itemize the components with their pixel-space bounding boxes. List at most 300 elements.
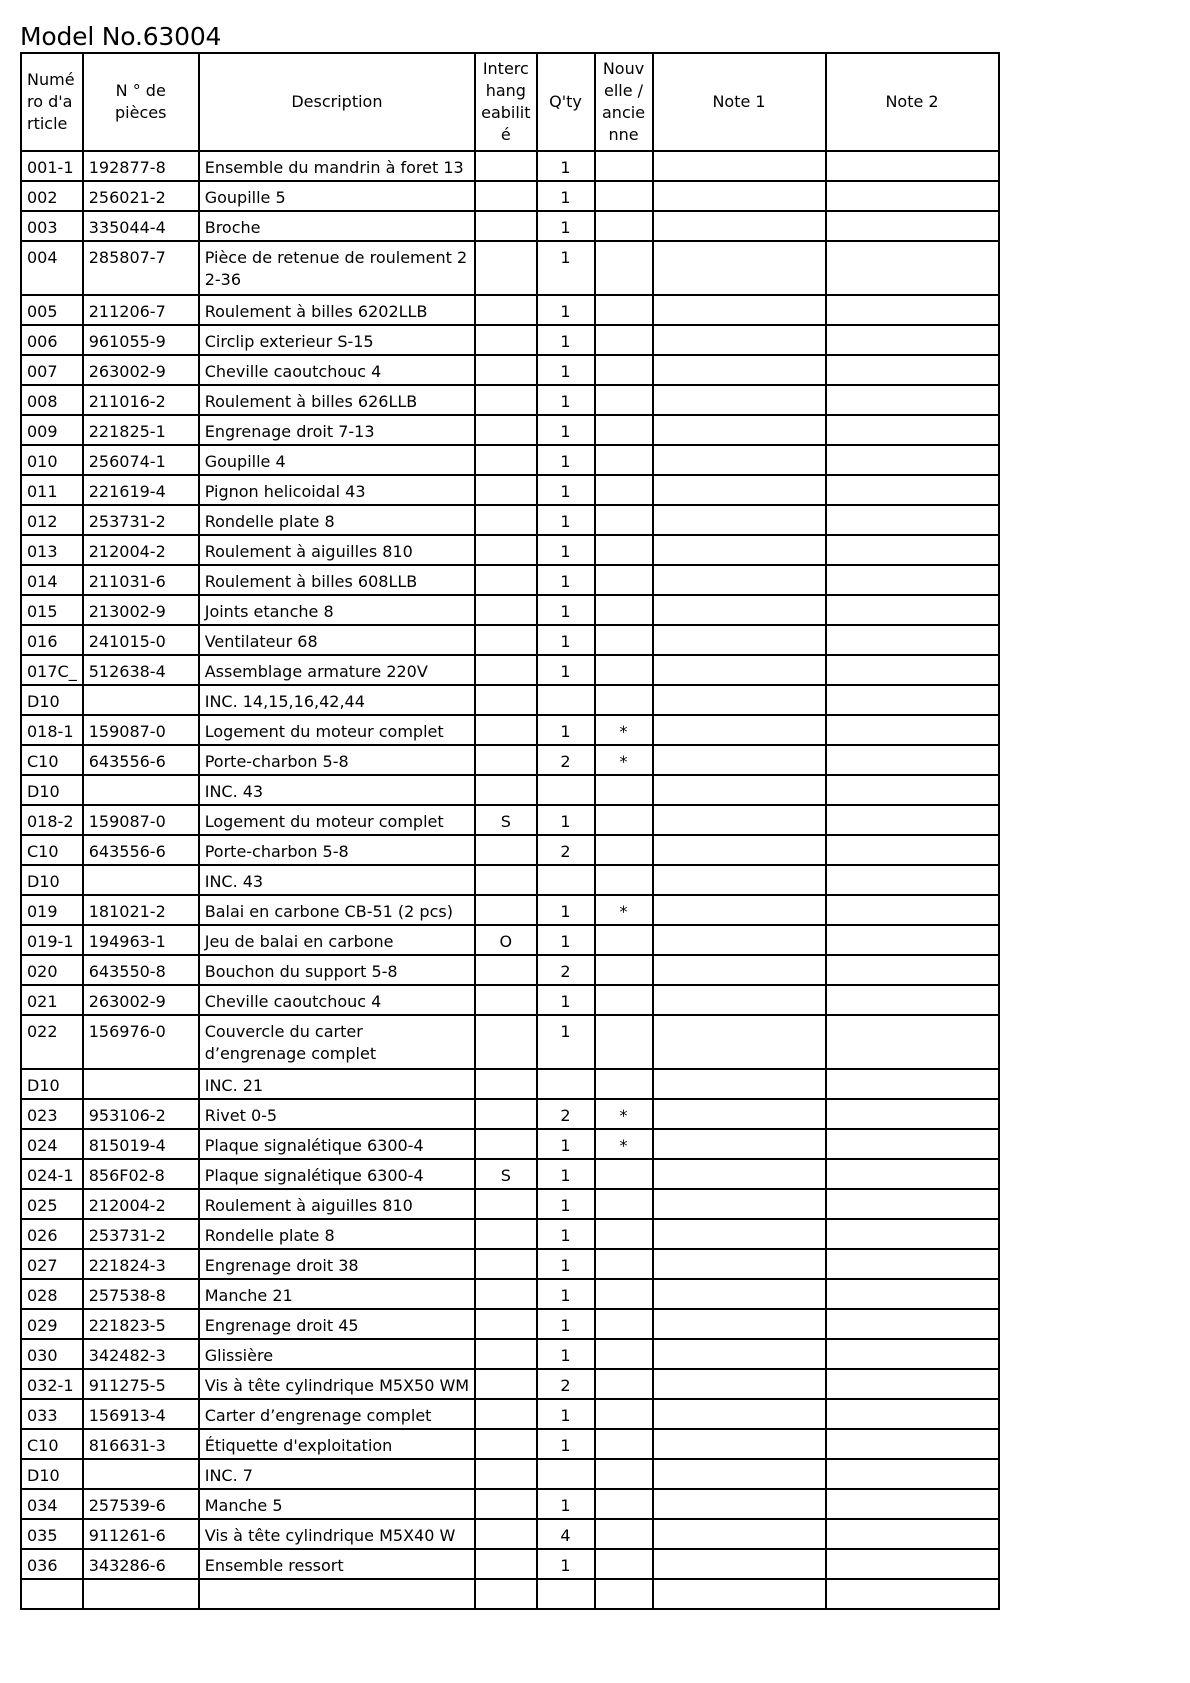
- new-old-cell: [595, 1579, 653, 1609]
- qty-cell: 1: [537, 355, 595, 385]
- note-1-cell: [653, 1549, 826, 1579]
- note-2-cell: [826, 1189, 999, 1219]
- part-number-cell: 221824-3: [83, 1249, 199, 1279]
- part-number-cell: 961055-9: [83, 325, 199, 355]
- qty-cell: 1: [537, 655, 595, 685]
- description-cell: Ensemble du mandrin à foret 13: [199, 151, 475, 181]
- part-number-cell: [83, 865, 199, 895]
- qty-cell: 4: [537, 1519, 595, 1549]
- new-old-cell: [595, 1189, 653, 1219]
- part-number-cell: 343286-6: [83, 1549, 199, 1579]
- qty-cell: 1: [537, 325, 595, 355]
- note-2-cell: [826, 1099, 999, 1129]
- new-old-cell: [595, 415, 653, 445]
- new-old-cell: *: [595, 715, 653, 745]
- note-2-cell: [826, 1069, 999, 1099]
- item-number-cell: 024: [21, 1129, 83, 1159]
- part-number-cell: 263002-9: [83, 985, 199, 1015]
- item-number-cell: D10: [21, 1459, 83, 1489]
- table-header-row: [21, 53, 999, 151]
- note-1-cell: [653, 985, 826, 1015]
- table-row: [21, 475, 999, 505]
- description-cell: INC. 21: [199, 1069, 475, 1099]
- qty-cell: [537, 1459, 595, 1489]
- description-cell: Goupille 4: [199, 445, 475, 475]
- item-number-cell: 011: [21, 475, 83, 505]
- note-2-cell: [826, 1429, 999, 1459]
- qty-cell: 1: [537, 1189, 595, 1219]
- qty-cell: 1: [537, 1399, 595, 1429]
- qty-cell: 1: [537, 1015, 595, 1069]
- part-number-cell: [83, 775, 199, 805]
- note-1-cell: [653, 955, 826, 985]
- table-row: [21, 505, 999, 535]
- part-number-cell: 342482-3: [83, 1339, 199, 1369]
- item-number-cell: 018-2: [21, 805, 83, 835]
- interchangeability-cell: [475, 1549, 536, 1579]
- interchangeability-cell: [475, 865, 536, 895]
- new-old-cell: [595, 1459, 653, 1489]
- new-old-cell: [595, 805, 653, 835]
- note-1-cell: [653, 1369, 826, 1399]
- item-number-cell: 032-1: [21, 1369, 83, 1399]
- item-number-cell: 022: [21, 1015, 83, 1069]
- item-number-cell: D10: [21, 1069, 83, 1099]
- interchangeability-cell: [475, 565, 536, 595]
- description-cell: Circlip exterieur S-15: [199, 325, 475, 355]
- item-number-cell: 033: [21, 1399, 83, 1429]
- interchangeability-cell: [475, 985, 536, 1015]
- part-number-cell: 221823-5: [83, 1309, 199, 1339]
- note-1-cell: [653, 1099, 826, 1129]
- new-old-cell: [595, 565, 653, 595]
- qty-cell: 1: [537, 565, 595, 595]
- note-2-cell: [826, 835, 999, 865]
- header-interchangeability: Interc hang eabilit é: [475, 53, 536, 151]
- interchangeability-cell: [475, 1369, 536, 1399]
- table-row: [21, 1189, 999, 1219]
- note-1-cell: [653, 805, 826, 835]
- note-2-cell: [826, 1159, 999, 1189]
- new-old-cell: [595, 775, 653, 805]
- table-row: [21, 625, 999, 655]
- note-2-cell: [826, 211, 999, 241]
- note-2-cell: [826, 445, 999, 475]
- qty-cell: 1: [537, 1489, 595, 1519]
- interchangeability-cell: [475, 181, 536, 211]
- page-title: Model No.63004: [20, 22, 222, 51]
- interchangeability-cell: [475, 1279, 536, 1309]
- table-row: [21, 565, 999, 595]
- table-row: [21, 1489, 999, 1519]
- description-cell: Roulement à billes 626LLB: [199, 385, 475, 415]
- qty-cell: 1: [537, 475, 595, 505]
- note-2-cell: [826, 325, 999, 355]
- interchangeability-cell: [475, 535, 536, 565]
- note-2-cell: [826, 625, 999, 655]
- new-old-cell: [595, 475, 653, 505]
- table-row: [21, 1339, 999, 1369]
- note-1-cell: [653, 1429, 826, 1459]
- qty-cell: 1: [537, 505, 595, 535]
- description-cell: Glissière: [199, 1339, 475, 1369]
- description-cell: Roulement à aiguilles 810: [199, 1189, 475, 1219]
- description-cell: Cheville caoutchouc 4: [199, 985, 475, 1015]
- part-number-cell: 156976-0: [83, 1015, 199, 1069]
- part-number-cell: 257538-8: [83, 1279, 199, 1309]
- note-2-cell: [826, 685, 999, 715]
- table-row: [21, 535, 999, 565]
- new-old-cell: [595, 151, 653, 181]
- table-row: [21, 1459, 999, 1489]
- part-number-cell: 816631-3: [83, 1429, 199, 1459]
- part-number-cell: 212004-2: [83, 535, 199, 565]
- description-cell: INC. 14,15,16,42,44: [199, 685, 475, 715]
- qty-cell: 1: [537, 241, 595, 295]
- description-cell: Plaque signalétique 6300-4: [199, 1129, 475, 1159]
- part-number-cell: [83, 1459, 199, 1489]
- part-number-cell: 253731-2: [83, 505, 199, 535]
- note-1-cell: [653, 1129, 826, 1159]
- note-2-cell: [826, 1519, 999, 1549]
- note-1-cell: [653, 565, 826, 595]
- description-cell: Roulement à billes 608LLB: [199, 565, 475, 595]
- qty-cell: 2: [537, 835, 595, 865]
- note-1-cell: [653, 745, 826, 775]
- qty-cell: 1: [537, 1309, 595, 1339]
- item-number-cell: 021: [21, 985, 83, 1015]
- qty-cell: 1: [537, 925, 595, 955]
- item-number-cell: 019: [21, 895, 83, 925]
- qty-cell: 1: [537, 1549, 595, 1579]
- item-number-cell: 007: [21, 355, 83, 385]
- qty-cell: [537, 865, 595, 895]
- new-old-cell: [595, 955, 653, 985]
- qty-cell: 2: [537, 955, 595, 985]
- item-number-cell: 001-1: [21, 151, 83, 181]
- description-cell: INC. 43: [199, 775, 475, 805]
- part-number-cell: 856F02-8: [83, 1159, 199, 1189]
- note-1-cell: [653, 1249, 826, 1279]
- note-2-cell: [826, 151, 999, 181]
- note-2-cell: [826, 925, 999, 955]
- new-old-cell: [595, 925, 653, 955]
- item-number-cell: 017C_: [21, 655, 83, 685]
- new-old-cell: [595, 1015, 653, 1069]
- item-number-cell: 016: [21, 625, 83, 655]
- new-old-cell: *: [595, 1129, 653, 1159]
- part-number-cell: 285807-7: [83, 241, 199, 295]
- table-body: [21, 151, 999, 1609]
- item-number-cell: D10: [21, 775, 83, 805]
- new-old-cell: [595, 865, 653, 895]
- interchangeability-cell: O: [475, 925, 536, 955]
- interchangeability-cell: [475, 745, 536, 775]
- description-cell: Rondelle plate 8: [199, 505, 475, 535]
- interchangeability-cell: [475, 1249, 536, 1279]
- interchangeability-cell: [475, 1399, 536, 1429]
- note-1-cell: [653, 715, 826, 745]
- interchangeability-cell: [475, 595, 536, 625]
- note-1-cell: [653, 865, 826, 895]
- item-number-cell: 020: [21, 955, 83, 985]
- qty-cell: 2: [537, 745, 595, 775]
- table-row: [21, 685, 999, 715]
- interchangeability-cell: [475, 1189, 536, 1219]
- note-1-cell: [653, 1189, 826, 1219]
- interchangeability-cell: [475, 625, 536, 655]
- description-cell: Ensemble ressort: [199, 1549, 475, 1579]
- part-number-cell: 194963-1: [83, 925, 199, 955]
- note-2-cell: [826, 715, 999, 745]
- new-old-cell: [595, 181, 653, 211]
- part-number-cell: 211031-6: [83, 565, 199, 595]
- note-2-cell: [826, 385, 999, 415]
- qty-cell: 1: [537, 1249, 595, 1279]
- note-2-cell: [826, 655, 999, 685]
- item-number-cell: 034: [21, 1489, 83, 1519]
- note-1-cell: [653, 775, 826, 805]
- description-cell: Goupille 5: [199, 181, 475, 211]
- header-item-number: Numé ro d'a rticle: [21, 53, 83, 151]
- new-old-cell: [595, 355, 653, 385]
- table-row: [21, 805, 999, 835]
- item-number-cell: 027: [21, 1249, 83, 1279]
- table-row: [21, 1519, 999, 1549]
- note-1-cell: [653, 325, 826, 355]
- description-cell: INC. 7: [199, 1459, 475, 1489]
- interchangeability-cell: [475, 1129, 536, 1159]
- description-cell: Manche 21: [199, 1279, 475, 1309]
- description-cell: Engrenage droit 45: [199, 1309, 475, 1339]
- note-1-cell: [653, 475, 826, 505]
- table-row: [21, 985, 999, 1015]
- part-number-cell: [83, 1069, 199, 1099]
- note-1-cell: [653, 925, 826, 955]
- interchangeability-cell: [475, 1015, 536, 1069]
- new-old-cell: *: [595, 1099, 653, 1129]
- description-cell: Manche 5: [199, 1489, 475, 1519]
- table-row: [21, 1159, 999, 1189]
- item-number-cell: 028: [21, 1279, 83, 1309]
- description-cell: Logement du moteur complet: [199, 715, 475, 745]
- description-cell: Joints etanche 8: [199, 595, 475, 625]
- qty-cell: 1: [537, 211, 595, 241]
- note-2-cell: [826, 1369, 999, 1399]
- part-number-cell: 911275-5: [83, 1369, 199, 1399]
- part-number-cell: 253731-2: [83, 1219, 199, 1249]
- table-row: [21, 955, 999, 985]
- interchangeability-cell: S: [475, 805, 536, 835]
- item-number-cell: 023: [21, 1099, 83, 1129]
- new-old-cell: [595, 1249, 653, 1279]
- part-number-cell: 512638-4: [83, 655, 199, 685]
- qty-cell: 1: [537, 535, 595, 565]
- qty-cell: 1: [537, 1129, 595, 1159]
- note-1-cell: [653, 535, 826, 565]
- description-cell: Engrenage droit 38: [199, 1249, 475, 1279]
- table-row: [21, 385, 999, 415]
- new-old-cell: [595, 325, 653, 355]
- description-cell: INC. 43: [199, 865, 475, 895]
- description-cell: Logement du moteur complet: [199, 805, 475, 835]
- item-number-cell: 015: [21, 595, 83, 625]
- part-number-cell: 256074-1: [83, 445, 199, 475]
- note-2-cell: [826, 1129, 999, 1159]
- item-number-cell: 014: [21, 565, 83, 595]
- note-1-cell: [653, 1309, 826, 1339]
- table-row: [21, 895, 999, 925]
- interchangeability-cell: [475, 1459, 536, 1489]
- part-number-cell: [83, 685, 199, 715]
- new-old-cell: [595, 1399, 653, 1429]
- part-number-cell: 643556-6: [83, 745, 199, 775]
- table-row: [21, 925, 999, 955]
- table-row: [21, 1069, 999, 1099]
- header-note-1: Note 1: [653, 53, 826, 151]
- part-number-cell: 192877-8: [83, 151, 199, 181]
- interchangeability-cell: [475, 685, 536, 715]
- table-row: [21, 865, 999, 895]
- part-number-cell: 211016-2: [83, 385, 199, 415]
- interchangeability-cell: [475, 475, 536, 505]
- new-old-cell: [595, 1369, 653, 1399]
- item-number-cell: D10: [21, 685, 83, 715]
- note-2-cell: [826, 475, 999, 505]
- interchangeability-cell: [475, 1429, 536, 1459]
- interchangeability-cell: [475, 1579, 536, 1609]
- table-row: [21, 1015, 999, 1069]
- note-1-cell: [653, 505, 826, 535]
- description-cell: Cheville caoutchouc 4: [199, 355, 475, 385]
- note-2-cell: [826, 775, 999, 805]
- part-number-cell: 263002-9: [83, 355, 199, 385]
- new-old-cell: [595, 655, 653, 685]
- part-number-cell: 256021-2: [83, 181, 199, 211]
- qty-cell: 1: [537, 151, 595, 181]
- interchangeability-cell: [475, 955, 536, 985]
- description-cell: Plaque signalétique 6300-4: [199, 1159, 475, 1189]
- interchangeability-cell: S: [475, 1159, 536, 1189]
- description-cell: Rivet 0-5: [199, 1099, 475, 1129]
- note-2-cell: [826, 985, 999, 1015]
- description-cell: Porte-charbon 5-8: [199, 835, 475, 865]
- parts-table: [20, 52, 1000, 1610]
- item-number-cell: 018-1: [21, 715, 83, 745]
- qty-cell: 1: [537, 595, 595, 625]
- description-cell: Roulement à aiguilles 810: [199, 535, 475, 565]
- item-number-cell: 029: [21, 1309, 83, 1339]
- interchangeability-cell: [475, 655, 536, 685]
- part-number-cell: 335044-4: [83, 211, 199, 241]
- note-2-cell: [826, 505, 999, 535]
- new-old-cell: [595, 1069, 653, 1099]
- qty-cell: 2: [537, 1099, 595, 1129]
- new-old-cell: [595, 1219, 653, 1249]
- note-2-cell: [826, 1339, 999, 1369]
- part-number-cell: [83, 1579, 199, 1609]
- item-number-cell: 003: [21, 211, 83, 241]
- qty-cell: 1: [537, 415, 595, 445]
- header-new-old: Nouv elle / ancie nne: [595, 53, 653, 151]
- new-old-cell: [595, 535, 653, 565]
- table-row: [21, 295, 999, 325]
- description-cell: Porte-charbon 5-8: [199, 745, 475, 775]
- note-2-cell: [826, 1249, 999, 1279]
- note-2-cell: [826, 1015, 999, 1069]
- new-old-cell: [595, 385, 653, 415]
- note-1-cell: [653, 1219, 826, 1249]
- note-2-cell: [826, 181, 999, 211]
- table-row: [21, 241, 999, 295]
- new-old-cell: *: [595, 895, 653, 925]
- interchangeability-cell: [475, 1519, 536, 1549]
- note-2-cell: [826, 745, 999, 775]
- qty-cell: 1: [537, 385, 595, 415]
- interchangeability-cell: [475, 895, 536, 925]
- header-part-number: N ° de pièces: [83, 53, 199, 151]
- note-1-cell: [653, 1339, 826, 1369]
- item-number-cell: 019-1: [21, 925, 83, 955]
- interchangeability-cell: [475, 775, 536, 805]
- new-old-cell: [595, 1279, 653, 1309]
- description-cell: Carter d’engrenage complet: [199, 1399, 475, 1429]
- item-number-cell: 036: [21, 1549, 83, 1579]
- table-row: [21, 1549, 999, 1579]
- note-1-cell: [653, 625, 826, 655]
- note-2-cell: [826, 355, 999, 385]
- table-row: [21, 151, 999, 181]
- note-1-cell: [653, 685, 826, 715]
- note-1-cell: [653, 1459, 826, 1489]
- note-2-cell: [826, 1279, 999, 1309]
- header-description: Description: [199, 53, 475, 151]
- table-row: [21, 1369, 999, 1399]
- table-row: [21, 775, 999, 805]
- note-1-cell: [653, 1489, 826, 1519]
- description-cell: Roulement à billes 6202LLB: [199, 295, 475, 325]
- interchangeability-cell: [475, 445, 536, 475]
- part-number-cell: 181021-2: [83, 895, 199, 925]
- interchangeability-cell: [475, 241, 536, 295]
- qty-cell: 1: [537, 895, 595, 925]
- part-number-cell: 212004-2: [83, 1189, 199, 1219]
- new-old-cell: [595, 1159, 653, 1189]
- new-old-cell: [595, 241, 653, 295]
- new-old-cell: *: [595, 745, 653, 775]
- table-row: [21, 181, 999, 211]
- description-cell: Couvercle du carter d’engrenage complet: [199, 1015, 475, 1069]
- new-old-cell: [595, 1309, 653, 1339]
- table-row: [21, 355, 999, 385]
- note-1-cell: [653, 655, 826, 685]
- description-cell: Vis à tête cylindrique M5X50 WM: [199, 1369, 475, 1399]
- item-number-cell: 009: [21, 415, 83, 445]
- note-2-cell: [826, 895, 999, 925]
- interchangeability-cell: [475, 1489, 536, 1519]
- item-number-cell: 006: [21, 325, 83, 355]
- note-2-cell: [826, 565, 999, 595]
- item-number-cell: 008: [21, 385, 83, 415]
- table-row: [21, 1219, 999, 1249]
- qty-cell: 1: [537, 805, 595, 835]
- qty-cell: [537, 1069, 595, 1099]
- note-2-cell: [826, 955, 999, 985]
- item-number-cell: D10: [21, 865, 83, 895]
- item-number-cell: C10: [21, 745, 83, 775]
- qty-cell: 1: [537, 181, 595, 211]
- table-row: [21, 745, 999, 775]
